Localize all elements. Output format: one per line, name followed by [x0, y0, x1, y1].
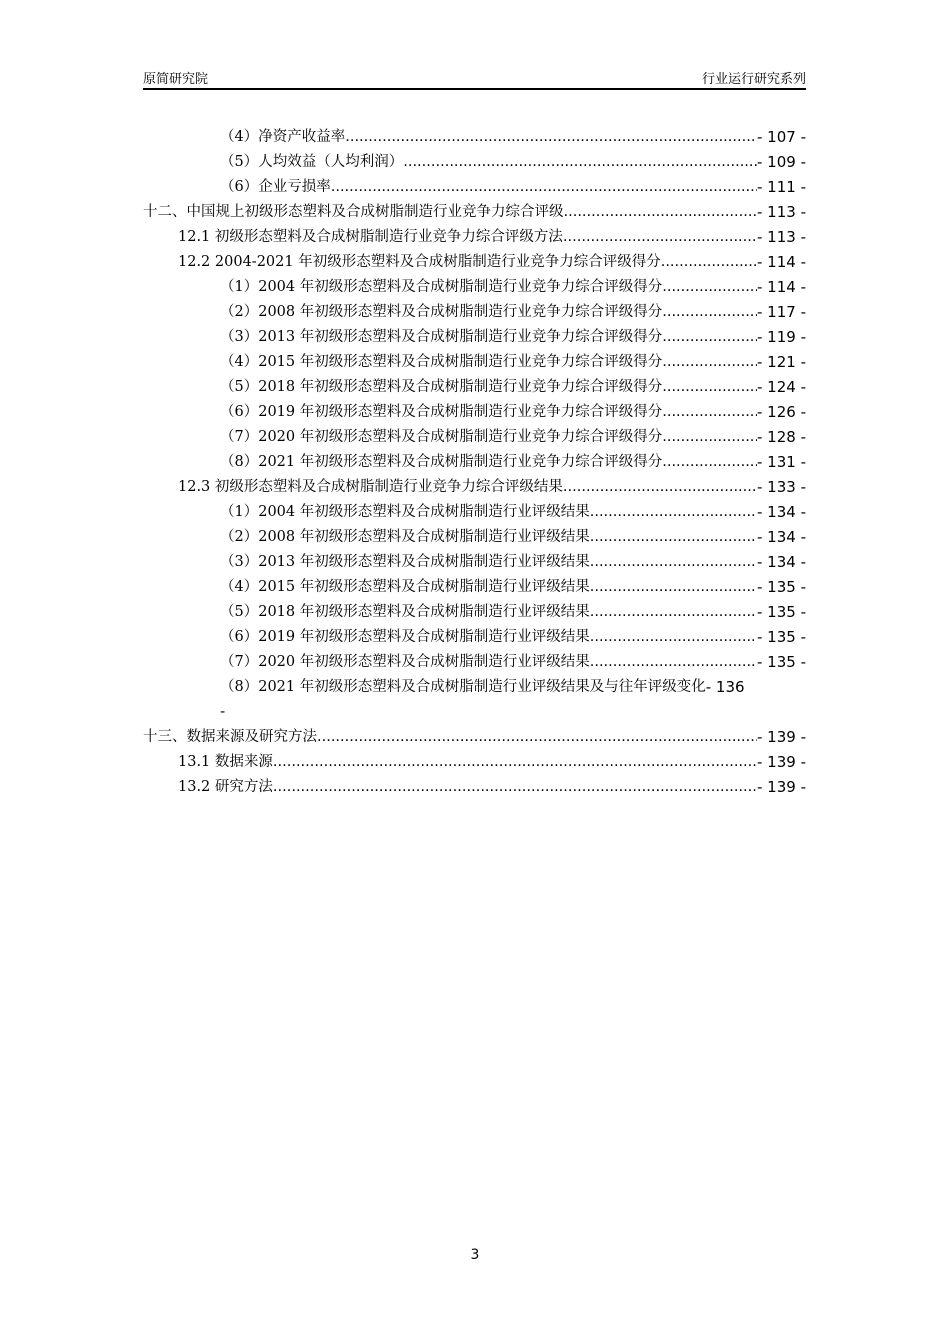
toc-entry-page: - 126 -	[757, 403, 806, 421]
toc-entry-title: （2）2008 年初级形态塑料及合成树脂制造行业竞争力综合评级得分	[220, 304, 663, 320]
toc-entry[interactable]	[143, 425, 806, 450]
toc-entry[interactable]	[143, 175, 806, 200]
toc-entry-title: （7）2020 年初级形态塑料及合成树脂制造行业评级结果	[220, 654, 590, 670]
toc-dot-leader	[590, 575, 757, 600]
toc-entry-title: （4）2015 年初级形态塑料及合成树脂制造行业竞争力综合评级得分	[220, 354, 663, 370]
toc-entry[interactable]	[143, 275, 806, 300]
toc-entry[interactable]	[143, 650, 806, 675]
toc-entry[interactable]	[143, 500, 806, 525]
toc-entry-page: - 121 -	[757, 353, 806, 371]
toc-entry-title: （8）2021 年初级形态塑料及合成树脂制造行业评级结果及与往年评级变化	[220, 679, 706, 695]
toc-entry[interactable]	[143, 125, 806, 150]
toc-entry-page: - 128 -	[757, 428, 806, 446]
toc-dot-leader	[345, 125, 757, 150]
header-publisher: 原简研究院	[143, 72, 209, 87]
toc-entry-page: - 111 -	[757, 178, 806, 196]
toc-dot-leader	[662, 450, 757, 475]
toc-entry[interactable]	[143, 575, 806, 600]
toc-entry-title: （5）人均效益（人均利润）	[220, 154, 404, 170]
toc-entry[interactable]	[143, 225, 806, 250]
toc-entry[interactable]	[143, 525, 806, 550]
toc-entry[interactable]	[143, 250, 806, 275]
header-series: 行业运行研究系列	[701, 72, 806, 87]
toc-entry-title: 十二、中国规上初级形态塑料及合成树脂制造行业竞争力综合评级	[143, 204, 564, 220]
page-header	[143, 66, 806, 90]
toc-dot-leader	[403, 150, 757, 175]
toc-entry-page: - 124 -	[757, 378, 806, 396]
table-of-contents	[143, 125, 806, 800]
toc-dot-leader	[273, 750, 757, 775]
toc-entry-page: - 133 -	[757, 478, 806, 496]
toc-entry-page: - 114 -	[757, 278, 806, 296]
toc-entry-page: - 139 -	[757, 753, 806, 771]
toc-dot-leader	[563, 475, 757, 500]
toc-entry[interactable]	[143, 725, 806, 750]
toc-dot-leader	[662, 400, 757, 425]
toc-entry-title: （6）2019 年初级形态塑料及合成树脂制造行业评级结果	[220, 629, 590, 645]
toc-entry[interactable]	[143, 375, 806, 400]
toc-entry-title: （4）净资产收益率	[220, 129, 346, 145]
toc-dot-leader	[662, 275, 757, 300]
toc-entry-page: - 131 -	[757, 453, 806, 471]
toc-dot-leader	[590, 525, 757, 550]
toc-dot-leader	[662, 350, 757, 375]
toc-entry[interactable]	[143, 775, 806, 800]
toc-entry[interactable]	[143, 400, 806, 425]
toc-entry-page: - 136	[705, 678, 745, 696]
toc-entry[interactable]	[143, 750, 806, 775]
toc-entry-page: - 119 -	[757, 328, 806, 346]
toc-entry-title: （6）2019 年初级形态塑料及合成树脂制造行业竞争力综合评级得分	[220, 404, 663, 420]
toc-entry[interactable]	[143, 350, 806, 375]
toc-entry[interactable]	[143, 300, 806, 325]
page-number: 3	[470, 1247, 480, 1263]
toc-entry-page: - 135 -	[757, 603, 806, 621]
toc-entry-title: （4）2015 年初级形态塑料及合成树脂制造行业评级结果	[220, 579, 590, 595]
toc-entry-title: （6）企业亏损率	[220, 179, 331, 195]
toc-entry[interactable]	[143, 625, 806, 650]
toc-entry-title: （2）2008 年初级形态塑料及合成树脂制造行业评级结果	[220, 529, 590, 545]
toc-entry[interactable]	[143, 200, 806, 225]
toc-dot-leader	[661, 250, 757, 275]
toc-entry[interactable]	[143, 550, 806, 575]
toc-entry[interactable]	[143, 325, 806, 350]
toc-dot-leader	[273, 775, 757, 800]
toc-entry-page: - 117 -	[757, 303, 806, 321]
toc-entry-title: 十三、数据来源及研究方法	[143, 729, 317, 745]
toc-entry[interactable]	[143, 450, 806, 475]
toc-entry-page: - 134 -	[757, 503, 806, 521]
toc-dot-leader	[590, 550, 757, 575]
toc-entry-page: - 134 -	[757, 553, 806, 571]
toc-entry-title: 12.2 2004-2021 年初级形态塑料及合成树脂制造行业竞争力综合评级得分	[178, 254, 661, 270]
toc-entry-title: 13.1 数据来源	[178, 754, 273, 770]
toc-entry-title: （5）2018 年初级形态塑料及合成树脂制造行业评级结果	[220, 604, 590, 620]
toc-entry-page: - 135 -	[757, 578, 806, 596]
toc-entry-page: - 139 -	[757, 728, 806, 746]
toc-entry-page: - 134 -	[757, 528, 806, 546]
toc-entry-page: - 113 -	[757, 203, 806, 221]
toc-dot-leader	[662, 325, 757, 350]
toc-entry[interactable]	[143, 675, 806, 700]
toc-dot-leader	[590, 650, 757, 675]
toc-entry-title: （3）2013 年初级形态塑料及合成树脂制造行业评级结果	[220, 554, 590, 570]
toc-entry-page: - 114 -	[757, 253, 806, 271]
toc-dot-leader	[662, 425, 757, 450]
toc-entry-page: - 139 -	[757, 778, 806, 796]
toc-entry-page: - 135 -	[757, 653, 806, 671]
toc-entry[interactable]	[143, 600, 806, 625]
toc-entry-title: 12.3 初级形态塑料及合成树脂制造行业竞争力综合评级结果	[178, 479, 563, 495]
toc-entry-title: 13.2 研究方法	[178, 779, 273, 795]
toc-entry-page: - 113 -	[757, 228, 806, 246]
toc-entry-title: （1）2004 年初级形态塑料及合成树脂制造行业竞争力综合评级得分	[220, 279, 663, 295]
toc-dot-leader	[563, 225, 757, 250]
toc-entry-page-wrap: -	[220, 704, 226, 720]
toc-dot-leader	[662, 375, 757, 400]
toc-entry-page: - 107 -	[757, 128, 806, 146]
toc-entry-title: （5）2018 年初级形态塑料及合成树脂制造行业竞争力综合评级得分	[220, 379, 663, 395]
toc-entry-page: - 109 -	[757, 153, 806, 171]
toc-dot-leader	[564, 200, 758, 225]
toc-dot-leader	[331, 175, 757, 200]
toc-dot-leader	[662, 300, 757, 325]
toc-entry-title: （7）2020 年初级形态塑料及合成树脂制造行业竞争力综合评级得分	[220, 429, 663, 445]
toc-dot-leader	[590, 500, 757, 525]
toc-entry-title: （1）2004 年初级形态塑料及合成树脂制造行业评级结果	[220, 504, 590, 520]
toc-entry-title: 12.1 初级形态塑料及合成树脂制造行业竞争力综合评级方法	[178, 229, 563, 245]
toc-entry-title: （8）2021 年初级形态塑料及合成树脂制造行业竞争力综合评级得分	[220, 454, 663, 470]
toc-dot-leader	[590, 625, 757, 650]
toc-dot-leader	[317, 725, 757, 750]
toc-entry[interactable]	[143, 475, 806, 500]
toc-entry[interactable]	[143, 150, 806, 175]
toc-entry-title: （3）2013 年初级形态塑料及合成树脂制造行业竞争力综合评级得分	[220, 329, 663, 345]
toc-entry-page: - 135 -	[757, 628, 806, 646]
toc-dot-leader	[590, 600, 757, 625]
